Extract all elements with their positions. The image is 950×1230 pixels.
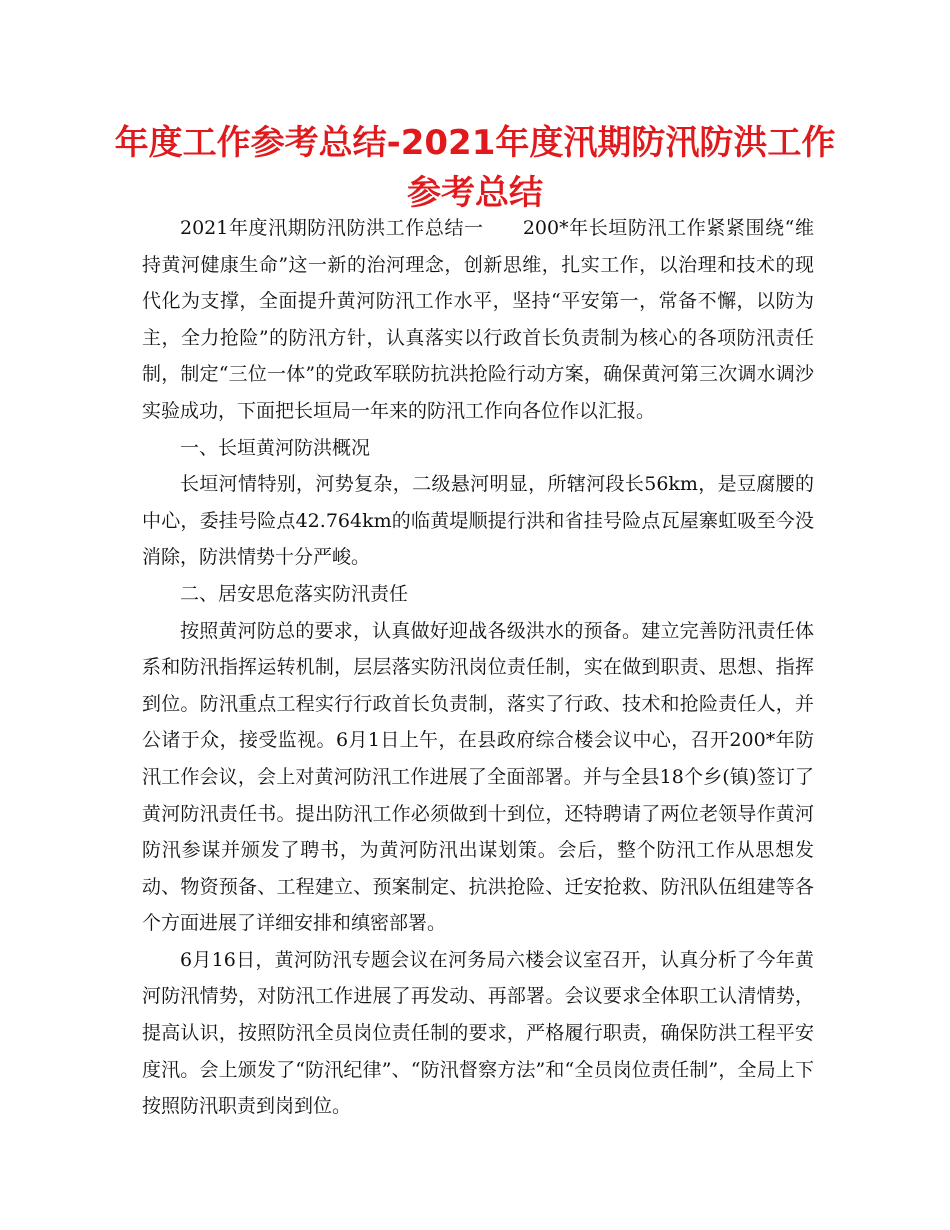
section-heading-responsibility: 二、居安思危落实防汛责任 [180, 582, 409, 605]
paragraph-meeting: 6月16日，黄河防汛专题会议在河务局六楼会议室召开，认真分析了今年黄河防汛情势，对防汛工作进展了再发动、再部署。会议要求全体职工认清情势，提高认识，按照防汛全员岗位责任制的要求，严格履行职责，确保防洪工程平安度汛。会上颁发了“防汛纪律”、“防汛督察方法”和“全员岗位责任制”，全局上下按照防汛职责到岗到位。 [142, 948, 814, 1118]
section-heading-overview: 一、长垣黄河防洪概况 [180, 436, 371, 459]
document-title: 年度工作参考总结-2021年度汛期防汛防洪工作参考总结 [114, 123, 836, 213]
document-body [142, 210, 814, 1125]
paragraph-intro: 2021年度汛期防汛防洪工作总结一 200*年长垣防汛工作紧紧围绕“维持黄河健康生命”这一新的治河理念，创新思维，扎实工作，以治理和技术的现代化为支撑，全面提升黄河防汛工作水平，坚持“平安第一，常备不懈，以防为主，全力抢险”的防汛方针，认真落实以行政首长负责制为核心的各项防汛责任制，制定“三位一体”的党政军联防抗洪抢险行动方案，确保黄河第三次调水调沙实验成功，下面把长垣局一年来的防汛工作向各位作以汇报。 [142, 217, 814, 422]
paragraph-responsibility: 按照黄河防总的要求，认真做好迎战各级洪水的预备。建立完善防汛责任体系和防汛指挥运转机制，层层落实防汛岗位责任制，实在做到职责、思想、指挥到位。防汛重点工程实行行政首长负责制，落实了行政、技术和抢险责任人，并公诸于众，接受监视。6月1日上午，在县政府综合楼会议中心，召开200*年防汛工作会议，会上对黄河防汛工作进展了全面部署。并与全县18个乡(镇)签订了黄河防汛责任书。提出防汛工作必须做到十到位，还特聘请了两位老领导作黄河防汛参谋并颁发了聘书，为黄河防汛出谋划策。会后，整个防汛工作从思想发动、物资预备、工程建立、预案制定、抗洪抢险、迁安抢救、防汛队伍组建等各个方面进展了详细安排和缜密部署。 [142, 619, 814, 935]
paragraph-overview: 长垣河情特别，河势复杂，二级悬河明显，所辖河段长56km，是豆腐腰的中心，委挂号险点42.764km的临黄堤顺提行洪和省挂号险点瓦屋寨虹吸至今没消除，防洪情势十分严峻。 [142, 473, 814, 569]
